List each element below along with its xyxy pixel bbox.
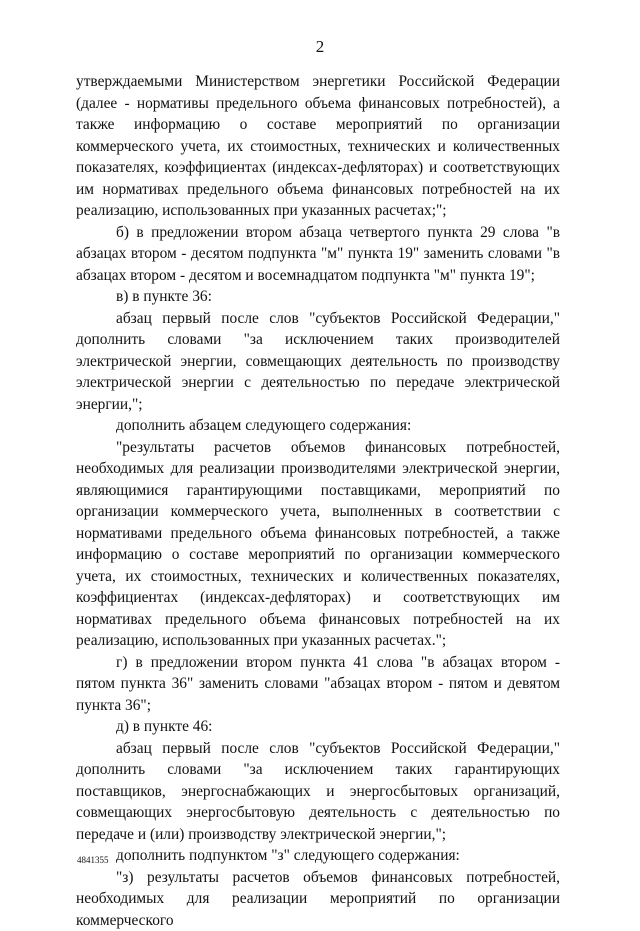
document-code: 4841355 <box>77 855 109 865</box>
paragraph-item-v: в) в пункте 36: <box>76 286 560 308</box>
paragraph-item-g: г) в предложении втором пункта 41 слова "в абзацах втором - пятом пункта 36" заменить словами "абзацах втором - пятом и девятом пункта 36"; <box>76 652 560 717</box>
paragraph-46-first-abzac: абзац первый после слов "субъектов Российской Федерации," дополнить словами "за исключением таких гарантирующих поставщиков, энергоснабжающих и энергосбытовых организаций, совмещающих энергосбытовую деятельность с деятельностью по передаче и (или) производству электрической энергии,"; <box>76 738 560 846</box>
paragraph-add-subitem-z: дополнить подпунктом "з" следующего содержания: <box>76 845 560 867</box>
paragraph-36-first-abzac: абзац первый после слов "субъектов Российской Федерации," дополнить словами "за исключением таких производителей электрической энергии, совмещающих деятельность по производству электрической энергии с деятельностью по передаче электрической энергии,"; <box>76 308 560 416</box>
paragraph-item-d: д) в пункте 46: <box>76 716 560 738</box>
paragraph-item-b: б) в предложении втором абзаца четвертого пункта 29 слова "в абзацах втором - десятом подпункта "м" пункта 19" заменить словами "в абзацах втором - десятом и восемнадцатом подпункта "м" пункта 19"; <box>76 222 560 287</box>
paragraph-continuation: утверждаемыми Министерством энергетики Российской Федерации (далее - нормативы предельного объема финансовых потребностей), а также информацию о составе мероприятий по организации коммерческого учета, их стоимостных, технических и количественных показателях, коэффициентах (индексах-дефляторах) и соответствующих им нормативах предельного объема финансовых потребностей на их реализацию, использованных при указанных расчетах;"; <box>76 71 560 222</box>
document-body <box>76 71 560 931</box>
paragraph-add-abzac: дополнить абзацем следующего содержания: <box>76 415 560 437</box>
paragraph-quoted-results: "результаты расчетов объемов финансовых потребностей, необходимых для реализации производителями электрической энергии, являющимися гарантирующими поставщиками, мероприятий по организации коммерческого учета, выполненных в соответствии с нормативами предельного объема финансовых потребностей, а также информацию о составе мероприятий по организации коммерческого учета, их стоимостных, технических и количественных показателях, коэффициентах (индексах-дефляторах) и соответствующих им нормативах предельного объема финансовых потребностей на их реализацию, использованных при указанных расчетах."; <box>76 437 560 652</box>
paragraph-subitem-z-text: "з) результаты расчетов объемов финансовых потребностей, необходимых для реализации мероприятий по организации коммерческого <box>76 867 560 931</box>
page-number: 2 <box>0 37 640 57</box>
